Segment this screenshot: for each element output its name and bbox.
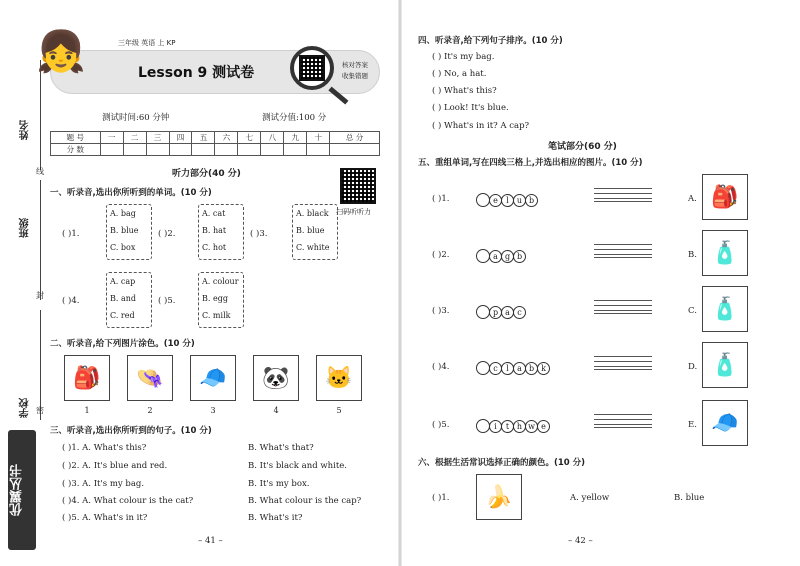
- table-cell: 总 分: [330, 132, 380, 144]
- letter: b: [513, 250, 526, 263]
- class-label: 班级: [20, 218, 31, 238]
- letter-caterpillar: [476, 360, 550, 376]
- q6-option-a[interactable]: A. yellow: [570, 493, 610, 503]
- table-cell: 二: [123, 132, 146, 144]
- caterpillar-head-icon: [476, 419, 490, 433]
- caterpillar-head-icon: [476, 305, 490, 319]
- right-page: [400, 0, 800, 566]
- q5-item4-num[interactable]: ( )4.: [432, 362, 450, 372]
- writing-lines[interactable]: [594, 356, 652, 370]
- cap-icon[interactable]: 🧢: [190, 355, 236, 401]
- letter: i: [489, 420, 502, 433]
- score-table-score-row: [51, 144, 380, 156]
- cap-icon[interactable]: 🧢: [702, 400, 748, 446]
- cat-icon[interactable]: 🐱: [316, 355, 362, 401]
- q3-item5-b[interactable]: B. What's it?: [248, 513, 303, 523]
- banana-icon[interactable]: 🍌: [476, 474, 522, 520]
- pic-number: 1: [84, 406, 90, 415]
- q3-item4-a[interactable]: ( )4. A. What colour is the cat?: [62, 496, 194, 506]
- q1-item3-options: [292, 204, 338, 260]
- q3-item4-b[interactable]: B. What colour is the cap?: [248, 496, 362, 506]
- score-cell[interactable]: [192, 144, 215, 156]
- q6-title: 六、根据生活常识选择正确的颜色。(10 分): [418, 458, 586, 468]
- publisher-logo: 优翼丛书: [8, 430, 36, 550]
- letter: u: [513, 194, 526, 207]
- pic-number: 2: [147, 406, 153, 415]
- table-cell: 九: [284, 132, 307, 144]
- q3-item2-b[interactable]: B. It's black and white.: [248, 461, 347, 471]
- q1-item4-num[interactable]: ( )4.: [62, 296, 80, 306]
- writing-lines[interactable]: [594, 300, 652, 314]
- score-cell[interactable]: [284, 144, 307, 156]
- q3-title: 三、听录音,选出你所听到的句子。(10 分): [50, 426, 212, 436]
- q4-item[interactable]: ( ) Look! It's blue.: [432, 103, 509, 113]
- option[interactable]: B. hat: [202, 226, 227, 235]
- q3-item2-a[interactable]: ( )2. A. It's blue and red.: [62, 461, 168, 471]
- page-title: Lesson 9 测试卷: [138, 65, 255, 81]
- option-label: E.: [688, 420, 697, 430]
- table-cell: 七: [238, 132, 261, 144]
- letter: l: [501, 362, 514, 375]
- option[interactable]: A. black: [296, 209, 329, 218]
- paint-tube-red-icon[interactable]: 🧴: [702, 230, 748, 276]
- q1-item2-options: [198, 204, 244, 260]
- grade-line: 三年级 英语 上 KP: [118, 39, 176, 47]
- writing-lines[interactable]: [594, 188, 652, 202]
- score-table: [50, 131, 380, 156]
- score-cell[interactable]: [238, 144, 261, 156]
- q1-item5-num[interactable]: ( )5.: [158, 296, 176, 306]
- test-time: 测试时间:60 分钟: [102, 113, 170, 123]
- score-cell[interactable]: [215, 144, 238, 156]
- written-section-title: 笔试部分(60 分): [548, 142, 617, 152]
- letter: c: [513, 306, 526, 319]
- q1-item3-num[interactable]: ( )3.: [250, 229, 268, 239]
- table-cell: 五: [192, 132, 215, 144]
- score-cell[interactable]: [169, 144, 192, 156]
- class-line: [40, 180, 41, 300]
- table-cell: 八: [261, 132, 284, 144]
- q4-item[interactable]: ( ) What's this?: [432, 86, 497, 96]
- option[interactable]: B. blue: [296, 226, 325, 235]
- letter: a: [489, 250, 502, 263]
- margin-mi: 密: [36, 406, 44, 415]
- letter: g: [501, 250, 514, 263]
- option-label: A.: [688, 194, 697, 204]
- letter: k: [537, 362, 550, 375]
- letter: b: [525, 194, 538, 207]
- letter: p: [489, 306, 502, 319]
- page-number: – 41 –: [198, 536, 223, 546]
- q3-item3-a[interactable]: ( )3. A. It's my bag.: [62, 479, 145, 489]
- page-number: – 42 –: [568, 536, 593, 546]
- margin-feng: 封: [36, 291, 44, 300]
- option[interactable]: A. bag: [110, 209, 136, 218]
- score-cell[interactable]: [307, 144, 330, 156]
- q3-item1-a[interactable]: ( )1. A. What's this?: [62, 443, 147, 453]
- q4-title: 四、听录音,给下列句子排序。(10 分): [418, 36, 563, 46]
- caterpillar-head-icon: [476, 361, 490, 375]
- table-cell: 一: [100, 132, 123, 144]
- option[interactable]: A. cap: [110, 277, 136, 286]
- option[interactable]: C. hot: [202, 243, 227, 252]
- table-cell: 分 数: [51, 144, 101, 156]
- score-cell[interactable]: [100, 144, 123, 156]
- q5-title: 五、重组单词,写在四线三格上,并选出相应的图片。(10 分): [418, 158, 643, 168]
- backpack-icon[interactable]: 🎒: [702, 174, 748, 220]
- letter-caterpillar: [476, 192, 538, 208]
- collect-errors-text: 收集错题: [342, 72, 368, 80]
- option[interactable]: C. red: [110, 311, 135, 320]
- option[interactable]: B. and: [110, 294, 137, 303]
- q4-item[interactable]: ( ) No, a hat.: [432, 69, 487, 79]
- test-score: 测试分值:100 分: [262, 113, 327, 123]
- q3-item3-b[interactable]: B. It's my box.: [248, 479, 310, 489]
- option[interactable]: B. blue: [110, 226, 139, 235]
- q6-option-b[interactable]: B. blue: [674, 493, 705, 503]
- scan-listen-text: 扫码听听力: [336, 208, 371, 216]
- q4-item[interactable]: ( ) It's my bag.: [432, 52, 495, 62]
- pic-number: 3: [210, 406, 216, 415]
- margin-xian: 线: [36, 167, 44, 176]
- pic-number: 5: [336, 406, 342, 415]
- score-table-header-row: [51, 132, 380, 144]
- school-line: [40, 310, 41, 420]
- q1-item1-options: [106, 204, 152, 260]
- caterpillar-head-icon: [476, 249, 490, 263]
- option-label: D.: [688, 362, 698, 372]
- option[interactable]: C. box: [110, 243, 136, 252]
- check-answers-text: 核对答案: [342, 61, 368, 69]
- hat-icon[interactable]: 👒: [127, 355, 173, 401]
- letter: a: [513, 362, 526, 375]
- letter: c: [489, 362, 502, 375]
- magnifier-icon: [290, 46, 334, 90]
- writing-lines[interactable]: [594, 414, 652, 428]
- q5-item5-num[interactable]: ( )5.: [432, 420, 450, 430]
- q1-title: 一、听录音,选出你所听到的单词。(10 分): [50, 188, 212, 198]
- answer-qr-code[interactable]: [299, 55, 325, 81]
- table-cell: 题 号: [51, 132, 101, 144]
- letter: l: [501, 194, 514, 207]
- option[interactable]: C. milk: [202, 311, 231, 320]
- option[interactable]: A. colour: [202, 277, 239, 286]
- score-cell[interactable]: [261, 144, 284, 156]
- option-label: B.: [688, 250, 697, 260]
- school-label: 学校: [20, 398, 31, 418]
- girl-mascot-icon: 👧: [36, 29, 86, 75]
- q5-item2-num[interactable]: ( )2.: [432, 250, 450, 260]
- table-cell: 四: [169, 132, 192, 144]
- q1-item4-options: [106, 272, 152, 328]
- panda-icon[interactable]: 🐼: [253, 355, 299, 401]
- option-label: C.: [688, 306, 697, 316]
- letter: h: [513, 420, 526, 433]
- letter-caterpillar: [476, 304, 526, 320]
- letter: t: [501, 420, 514, 433]
- table-cell: 六: [215, 132, 238, 144]
- pic-number: 4: [273, 406, 279, 415]
- writing-lines[interactable]: [594, 244, 652, 258]
- option[interactable]: C. white: [296, 243, 330, 252]
- q5-item1-num[interactable]: ( )1.: [432, 194, 450, 204]
- q5-item3-num[interactable]: ( )3.: [432, 306, 450, 316]
- letter-caterpillar: [476, 248, 526, 264]
- caterpillar-head-icon: [476, 193, 490, 207]
- q2-title: 二、听录音,给下列图片涂色。(10 分): [50, 339, 195, 349]
- score-cell[interactable]: [123, 144, 146, 156]
- q3-item5-a[interactable]: ( )5. A. What's in it?: [62, 513, 148, 523]
- q4-item[interactable]: ( ) What's in it? A cap?: [432, 121, 530, 131]
- letter: b: [525, 362, 538, 375]
- backpack-icon[interactable]: 🎒: [64, 355, 110, 401]
- letter: a: [501, 306, 514, 319]
- q6-item1-num[interactable]: ( )1.: [432, 493, 450, 503]
- q3-item1-b[interactable]: B. What's that?: [248, 443, 314, 453]
- table-cell: 三: [146, 132, 169, 144]
- score-cell[interactable]: [330, 144, 380, 156]
- letter: w: [525, 420, 538, 433]
- q1-item2-num[interactable]: ( )2.: [158, 229, 176, 239]
- q1-item5-options: [198, 272, 244, 328]
- listening-section-title: 听力部分(40 分): [172, 169, 241, 179]
- option[interactable]: B. egg: [202, 294, 228, 303]
- q1-item1-num[interactable]: ( )1.: [62, 229, 80, 239]
- listening-qr-code[interactable]: [340, 168, 376, 204]
- option[interactable]: A. cat: [202, 209, 226, 218]
- table-cell: 十: [307, 132, 330, 144]
- score-cell[interactable]: [146, 144, 169, 156]
- letter: e: [537, 420, 550, 433]
- letter: e: [489, 194, 502, 207]
- letter-caterpillar: [476, 418, 550, 434]
- paint-tube-white-icon[interactable]: 🧴: [702, 342, 748, 388]
- paint-tube-blue-icon[interactable]: 🧴: [702, 286, 748, 332]
- name-label: 姓名: [20, 120, 31, 140]
